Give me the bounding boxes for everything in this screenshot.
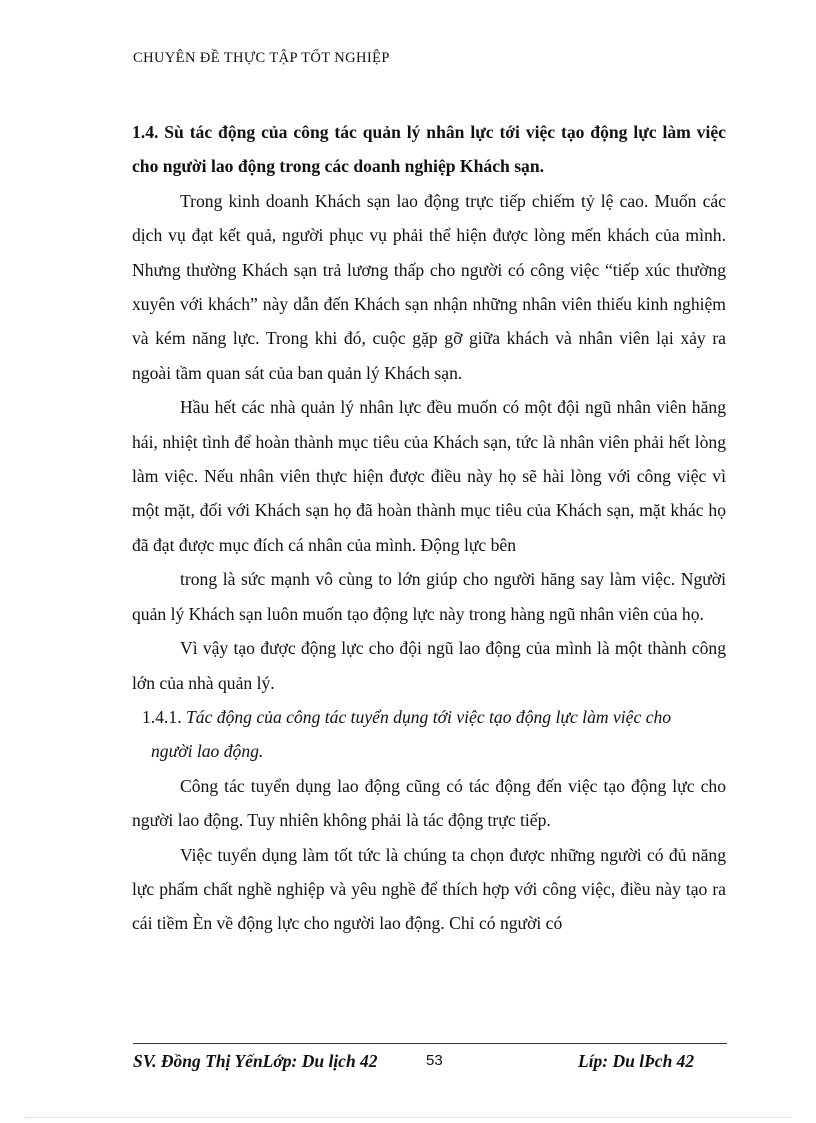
page-edge-divider [25, 1117, 791, 1118]
subsection-number: 1.4.1. [142, 706, 182, 727]
running-header: CHUYÊN ĐỀ THỰC TẬP TỐT NGHIỆP [133, 50, 390, 66]
body-paragraph: Việc tuyển dụng làm tốt tức là chúng ta chọn được những người có đủ năng lực phẩm chất nghề nghiệp và yêu nghề để thích hợp với công việc, điều này tạo ra cái tiềm Èn về động lực cho người lao động. Chỉ có người có [132, 844, 726, 934]
footer-author: SV. Đồng Thị YếnLớp: Du lịch 42 [133, 1051, 378, 1071]
body-paragraph: Công tác tuyển dụng lao động cũng có tác động đến việc tạo động lực cho người lao động. Tuy nhiên không phải là tác động trực tiếp. [132, 775, 726, 831]
body-paragraph: Hầu hết các nhà quản lý nhân lực đều muốn có một đội ngũ nhân viên hăng hái, nhiệt tình để hoàn thành mục tiêu của Khách sạn, tức là nhân viên phải hết lòng làm việc. Nếu nhân viên thực hiện được điều này họ sẽ hài lòng với công việc vì một mặt, đối với Khách sạn họ đã hoàn thành mục tiêu của Khách sạn, mặt khác họ đã đạt được mục đích cá nhân của mình. Động lực bên [132, 397, 726, 555]
subsection-title-line2: người lao động. [151, 741, 264, 762]
page-number: 53 [426, 1052, 443, 1069]
subsection-title-line1: Tác động của công tác tuyển dụng tới việc tạo động lực làm việc cho [186, 706, 672, 727]
footer-class: Líp: Du lÞch 42 [578, 1051, 695, 1071]
section-heading: 1.4. Sù tác động của công tác quản lý nhân lực tới việc tạo động lực làm việc cho người lao động trong các doanh nghiệp Khách sạn. [132, 122, 726, 177]
document-body [132, 115, 726, 941]
body-paragraph: trong là sức mạnh vô cùng to lớn giúp cho người hăng say làm việc. Người quản lý Khách sạn luôn muốn tạo động lực này trong hàng ngũ nhân viên của họ. [132, 569, 726, 624]
subsection-heading [132, 700, 726, 769]
body-paragraph: Vì vậy tạo được động lực cho đội ngũ lao động của mình là một thành công lớn của nhà quản lý. [132, 638, 726, 693]
body-paragraph: Trong kinh doanh Khách sạn lao động trực tiếp chiếm tỷ lệ cao. Muốn các dịch vụ đạt kết quả, người phục vụ phải thể hiện được lòng mến khách của mình. Nhưng thường Khách sạn trả lương thấp cho người có công việc “tiếp xúc thường xuyên với khách” này dẫn đến Khách sạn nhận những nhân viên thiếu kinh nghiệm và kém năng lực. Trong khi đó, cuộc gặp gỡ giữa khách và nhân viên lại xảy ra ngoài tầm quan sát của ban quản lý Khách sạn. [132, 190, 726, 383]
footer-divider [133, 1043, 727, 1044]
